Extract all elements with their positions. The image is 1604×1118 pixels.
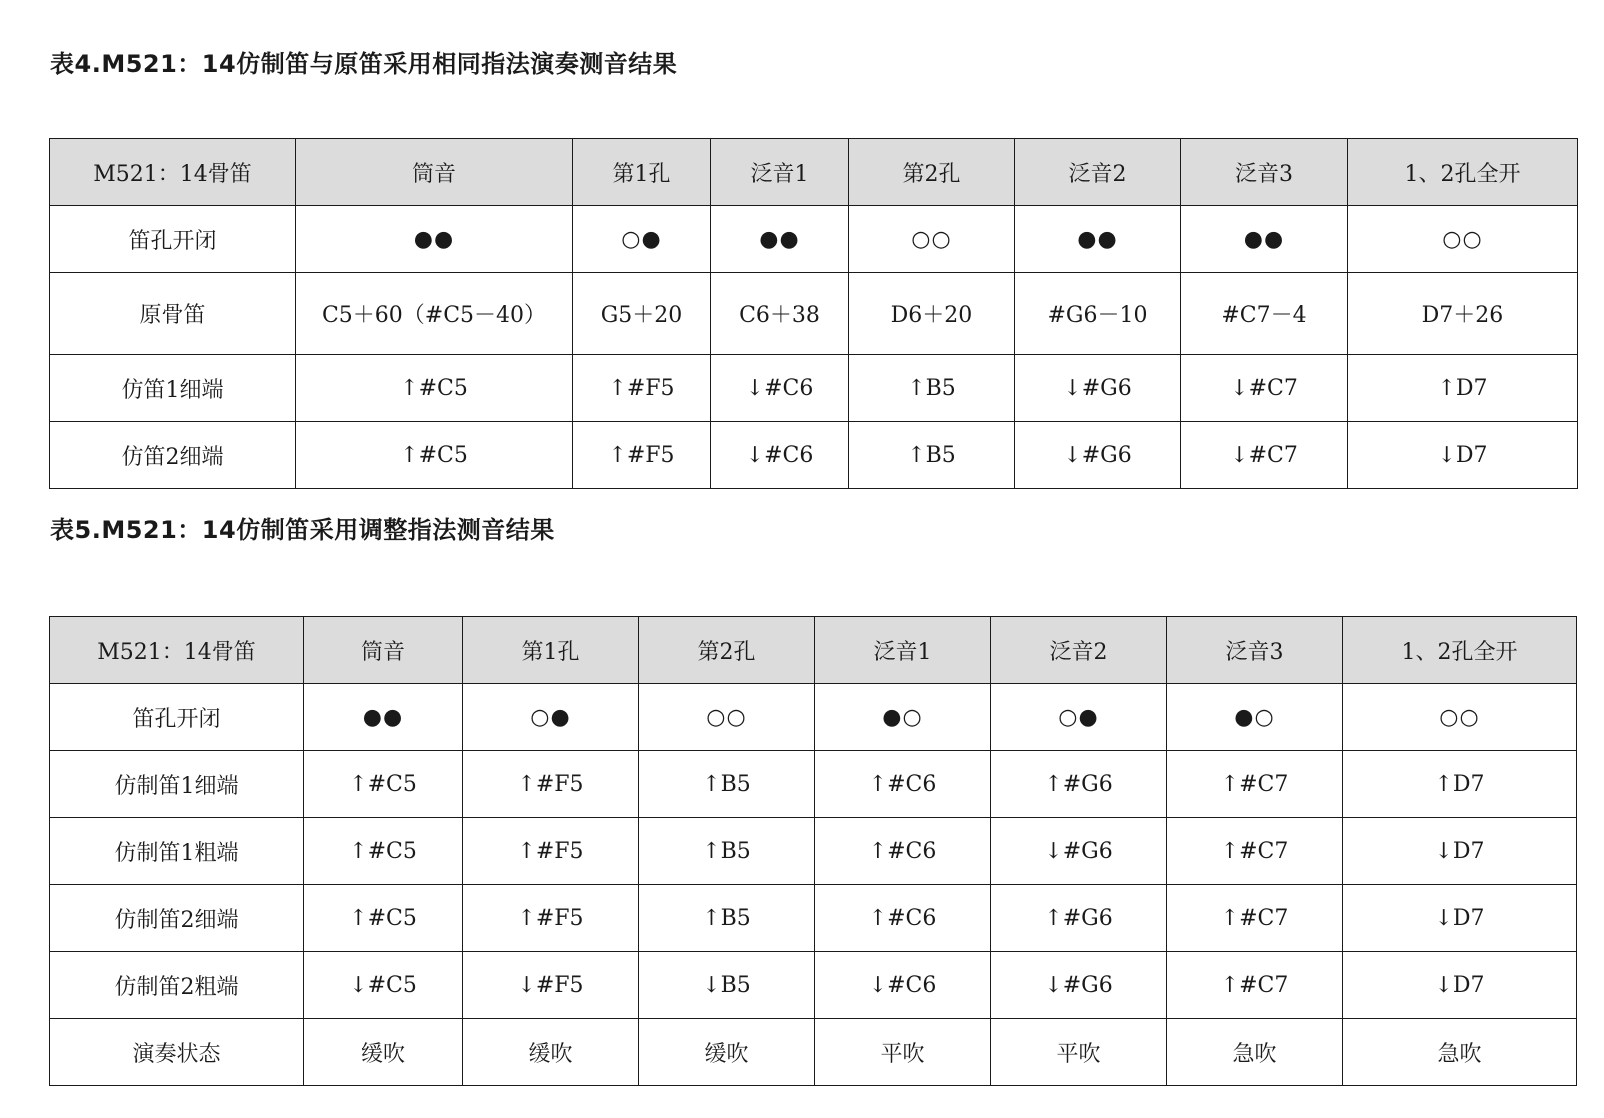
- table5-caption: 表5.M521：14仿制笛采用调整指法测音结果: [50, 516, 555, 544]
- table-cell: ↑#C7: [1167, 818, 1343, 885]
- table-cell: ↓#G6: [991, 952, 1167, 1019]
- row-label: 仿制笛2细端: [50, 885, 304, 952]
- table-cell: 平吹: [991, 1019, 1167, 1086]
- table4-header-cell: 1、2孔全开: [1348, 139, 1578, 206]
- row-label: 笛孔开闭: [50, 684, 304, 751]
- table-cell: ○○: [849, 206, 1015, 273]
- table-row: [50, 422, 1578, 489]
- table-cell: ○●: [463, 684, 639, 751]
- table-cell: ↑B5: [639, 885, 815, 952]
- table-cell: ●●: [1181, 206, 1348, 273]
- table-cell: C5＋60（#C5－40）: [296, 273, 573, 355]
- table4-header-cell: 筒音: [296, 139, 573, 206]
- table-cell: ↑D7: [1348, 355, 1578, 422]
- table4-header-cell: 第2孔: [849, 139, 1015, 206]
- table-cell: ↑#F5: [573, 355, 711, 422]
- table-cell: ↓#C7: [1181, 422, 1348, 489]
- row-label: 演奏状态: [50, 1019, 304, 1086]
- table5: [49, 616, 1577, 1086]
- table-cell: ↓D7: [1348, 422, 1578, 489]
- table-cell: ↑#C7: [1167, 885, 1343, 952]
- table-cell: ○●: [573, 206, 711, 273]
- table5-header-row: [50, 617, 1577, 684]
- table-cell: ●●: [296, 206, 573, 273]
- table-cell: 平吹: [815, 1019, 991, 1086]
- table-cell: 缓吹: [639, 1019, 815, 1086]
- table-cell: ↓#C6: [815, 952, 991, 1019]
- row-label: 仿笛2细端: [50, 422, 296, 489]
- table-row: [50, 818, 1577, 885]
- table-cell: ↑#C5: [296, 355, 573, 422]
- table-cell: ↓B5: [639, 952, 815, 1019]
- table-cell: ↓#C6: [711, 422, 849, 489]
- table-cell: ↑#C6: [815, 751, 991, 818]
- table-cell: ●○: [815, 684, 991, 751]
- table4-header-cell: M521：14骨笛: [50, 139, 296, 206]
- table-row: [50, 206, 1578, 273]
- table4-header-cell: 泛音3: [1181, 139, 1348, 206]
- table-cell: ↑#C7: [1167, 952, 1343, 1019]
- table-cell: ↑#C5: [304, 885, 463, 952]
- row-label: 仿制笛1粗端: [50, 818, 304, 885]
- table-cell: ↑B5: [639, 751, 815, 818]
- table-cell: ↑#C6: [815, 885, 991, 952]
- table-cell: ○○: [639, 684, 815, 751]
- table5-header-cell: 1、2孔全开: [1343, 617, 1577, 684]
- table-cell: ↓#F5: [463, 952, 639, 1019]
- row-label: 笛孔开闭: [50, 206, 296, 273]
- table-cell: ↑B5: [849, 422, 1015, 489]
- table-cell: ●●: [304, 684, 463, 751]
- table-cell: ↑#F5: [463, 818, 639, 885]
- table-row: [50, 1019, 1577, 1086]
- table-cell: ○○: [1343, 684, 1577, 751]
- table-cell: ●○: [1167, 684, 1343, 751]
- table-cell: C6＋38: [711, 273, 849, 355]
- table-cell: ●●: [1015, 206, 1181, 273]
- table-cell: 缓吹: [463, 1019, 639, 1086]
- row-label: 原骨笛: [50, 273, 296, 355]
- table-cell: ↑D7: [1343, 751, 1577, 818]
- table-cell: ↑#C5: [304, 818, 463, 885]
- table-cell: 缓吹: [304, 1019, 463, 1086]
- table4: [49, 138, 1578, 489]
- table-cell: 急吹: [1343, 1019, 1577, 1086]
- table5-header-cell: 第2孔: [639, 617, 815, 684]
- table-cell: G5＋20: [573, 273, 711, 355]
- table5-header-cell: 泛音3: [1167, 617, 1343, 684]
- table5-header-cell: 第1孔: [463, 617, 639, 684]
- table-cell: ↓D7: [1343, 885, 1577, 952]
- row-label: 仿制笛1细端: [50, 751, 304, 818]
- table-cell: D6＋20: [849, 273, 1015, 355]
- table-row: [50, 751, 1577, 818]
- table-cell: ↑#C5: [296, 422, 573, 489]
- table-cell: ↓#C6: [711, 355, 849, 422]
- table-row: [50, 952, 1577, 1019]
- table-cell: ↑#C5: [304, 751, 463, 818]
- table4-header-cell: 泛音1: [711, 139, 849, 206]
- table-row: [50, 684, 1577, 751]
- table-cell: ↓D7: [1343, 818, 1577, 885]
- table-cell: #G6－10: [1015, 273, 1181, 355]
- table-cell: ↑B5: [639, 818, 815, 885]
- table-cell: 急吹: [1167, 1019, 1343, 1086]
- table-cell: ↓D7: [1343, 952, 1577, 1019]
- table5-header-cell: 筒音: [304, 617, 463, 684]
- row-label: 仿笛1细端: [50, 355, 296, 422]
- table-cell: D7＋26: [1348, 273, 1578, 355]
- table5-header-cell: 泛音1: [815, 617, 991, 684]
- table4-header-cell: 第1孔: [573, 139, 711, 206]
- table-row: [50, 885, 1577, 952]
- table-cell: #C7－4: [1181, 273, 1348, 355]
- table-cell: ↑#G6: [991, 751, 1167, 818]
- table4-header-cell: 泛音2: [1015, 139, 1181, 206]
- table-cell: ↓#G6: [991, 818, 1167, 885]
- table-cell: ↓#C5: [304, 952, 463, 1019]
- table-cell: ↑#F5: [463, 885, 639, 952]
- table-cell: ↑#C6: [815, 818, 991, 885]
- table4-caption: 表4.M521：14仿制笛与原笛采用相同指法演奏测音结果: [50, 50, 678, 78]
- row-label: 仿制笛2粗端: [50, 952, 304, 1019]
- table-cell: ↑B5: [849, 355, 1015, 422]
- table-cell: ↑#C7: [1167, 751, 1343, 818]
- table-cell: ↓#G6: [1015, 355, 1181, 422]
- table5-header-cell: M521：14骨笛: [50, 617, 304, 684]
- table-cell: ↑#F5: [573, 422, 711, 489]
- table-row: [50, 355, 1578, 422]
- table-cell: ↑#G6: [991, 885, 1167, 952]
- table-cell: ↑#F5: [463, 751, 639, 818]
- table5-header-cell: 泛音2: [991, 617, 1167, 684]
- table4-header-row: [50, 139, 1578, 206]
- table-cell: ↓#G6: [1015, 422, 1181, 489]
- table-cell: ○○: [1348, 206, 1578, 273]
- table-cell: ○●: [991, 684, 1167, 751]
- table-cell: ●●: [711, 206, 849, 273]
- table-cell: ↓#C7: [1181, 355, 1348, 422]
- table-row: [50, 273, 1578, 355]
